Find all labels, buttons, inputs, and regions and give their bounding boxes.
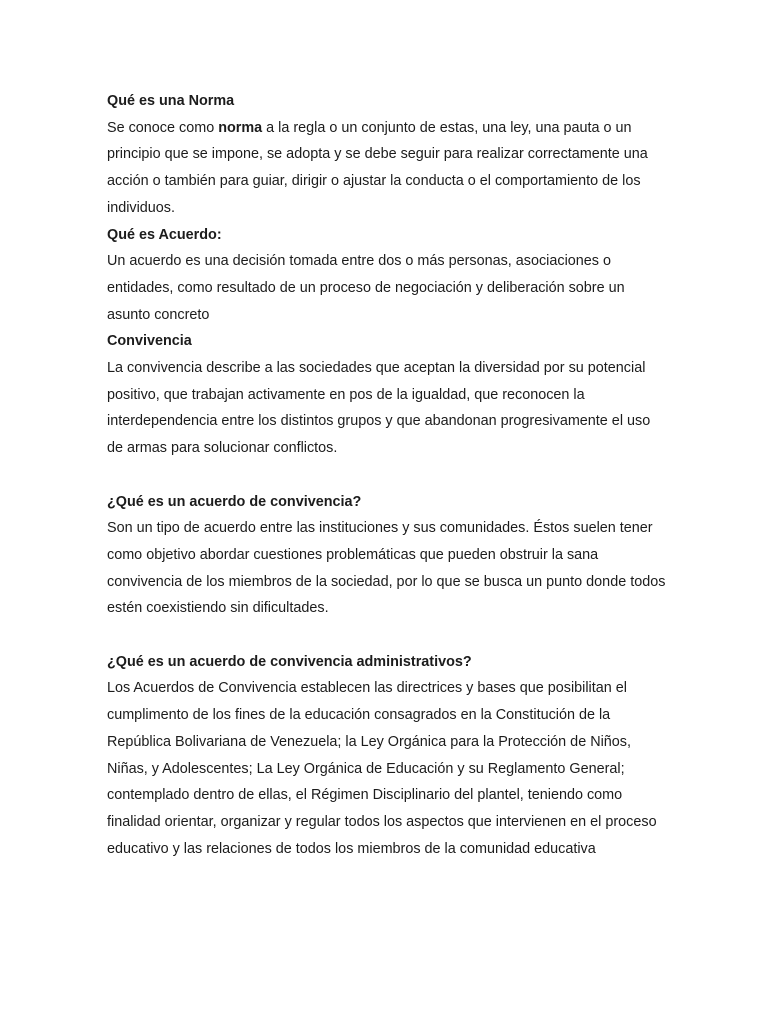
paragraph-norma-intro: Se conoce como <box>107 119 219 136</box>
paragraph-norma <box>107 115 667 222</box>
paragraph-norma-body: a la regla o un conjunto de estas, una ley, una pauta o un principio que se impone, se adopta y se debe seguir para realizar correctamente una acción o también para guiar, dirigir o ajustar la conducta o el comportamiento de los individuos. <box>107 119 648 216</box>
blank-line <box>107 622 667 649</box>
heading-acuerdo-administrativos: ¿Qué es un acuerdo de convivencia administrativos? <box>107 653 472 670</box>
paragraph-acuerdo-administrativos: Los Acuerdos de Convivencia establecen las directrices y bases que posibilitan el cumplimento de los fines de la educación consagrados en la Constitución de la República Bolivariana de Venezuela; la Ley Orgánica para la Protección de Niños, Niñas, y Adolescentes; La Ley Orgánica de Educación y su Reglamento General; contemplado dentro de ellas, el Régimen Disciplinario del plantel, teniendo como finalidad orientar, organizar y regular todos los aspectos que intervienen en el proceso educativo y las relaciones de todos los miembros de la comunidad educativa <box>107 680 657 857</box>
paragraph-acuerdo: Un acuerdo es una decisión tomada entre dos o más personas, asociaciones o entidades, como resultado de un proceso de negociación y deliberación sobre un asunto concreto <box>107 253 625 323</box>
bold-term-norma: norma <box>218 119 263 136</box>
paragraph-acuerdo-convivencia: Son un tipo de acuerdo entre las instituciones y sus comunidades. Éstos suelen tener como objetivo abordar cuestiones problemáticas que pueden obstruir la sana convivencia de los miembros de la sociedad, por lo que se busca un punto donde todos estén coexistiendo sin dificultades. <box>107 520 666 617</box>
heading-convivencia: Convivencia <box>107 333 192 350</box>
blank-line <box>107 462 667 489</box>
document-page <box>107 88 667 862</box>
heading-norma: Qué es una Norma <box>107 93 235 109</box>
paragraph-convivencia: La convivencia describe a las sociedades que aceptan la diversidad por su potencial positivo, que trabajan activamente en pos de la igualdad, que reconocen la interdependencia entre los distintos grupos y que abandonan progresivamente el uso de armas para solucionar conflictos. <box>107 360 651 457</box>
heading-acuerdo: Qué es Acuerdo: <box>107 226 222 243</box>
heading-acuerdo-convivencia: ¿Qué es un acuerdo de convivencia? <box>107 493 362 510</box>
